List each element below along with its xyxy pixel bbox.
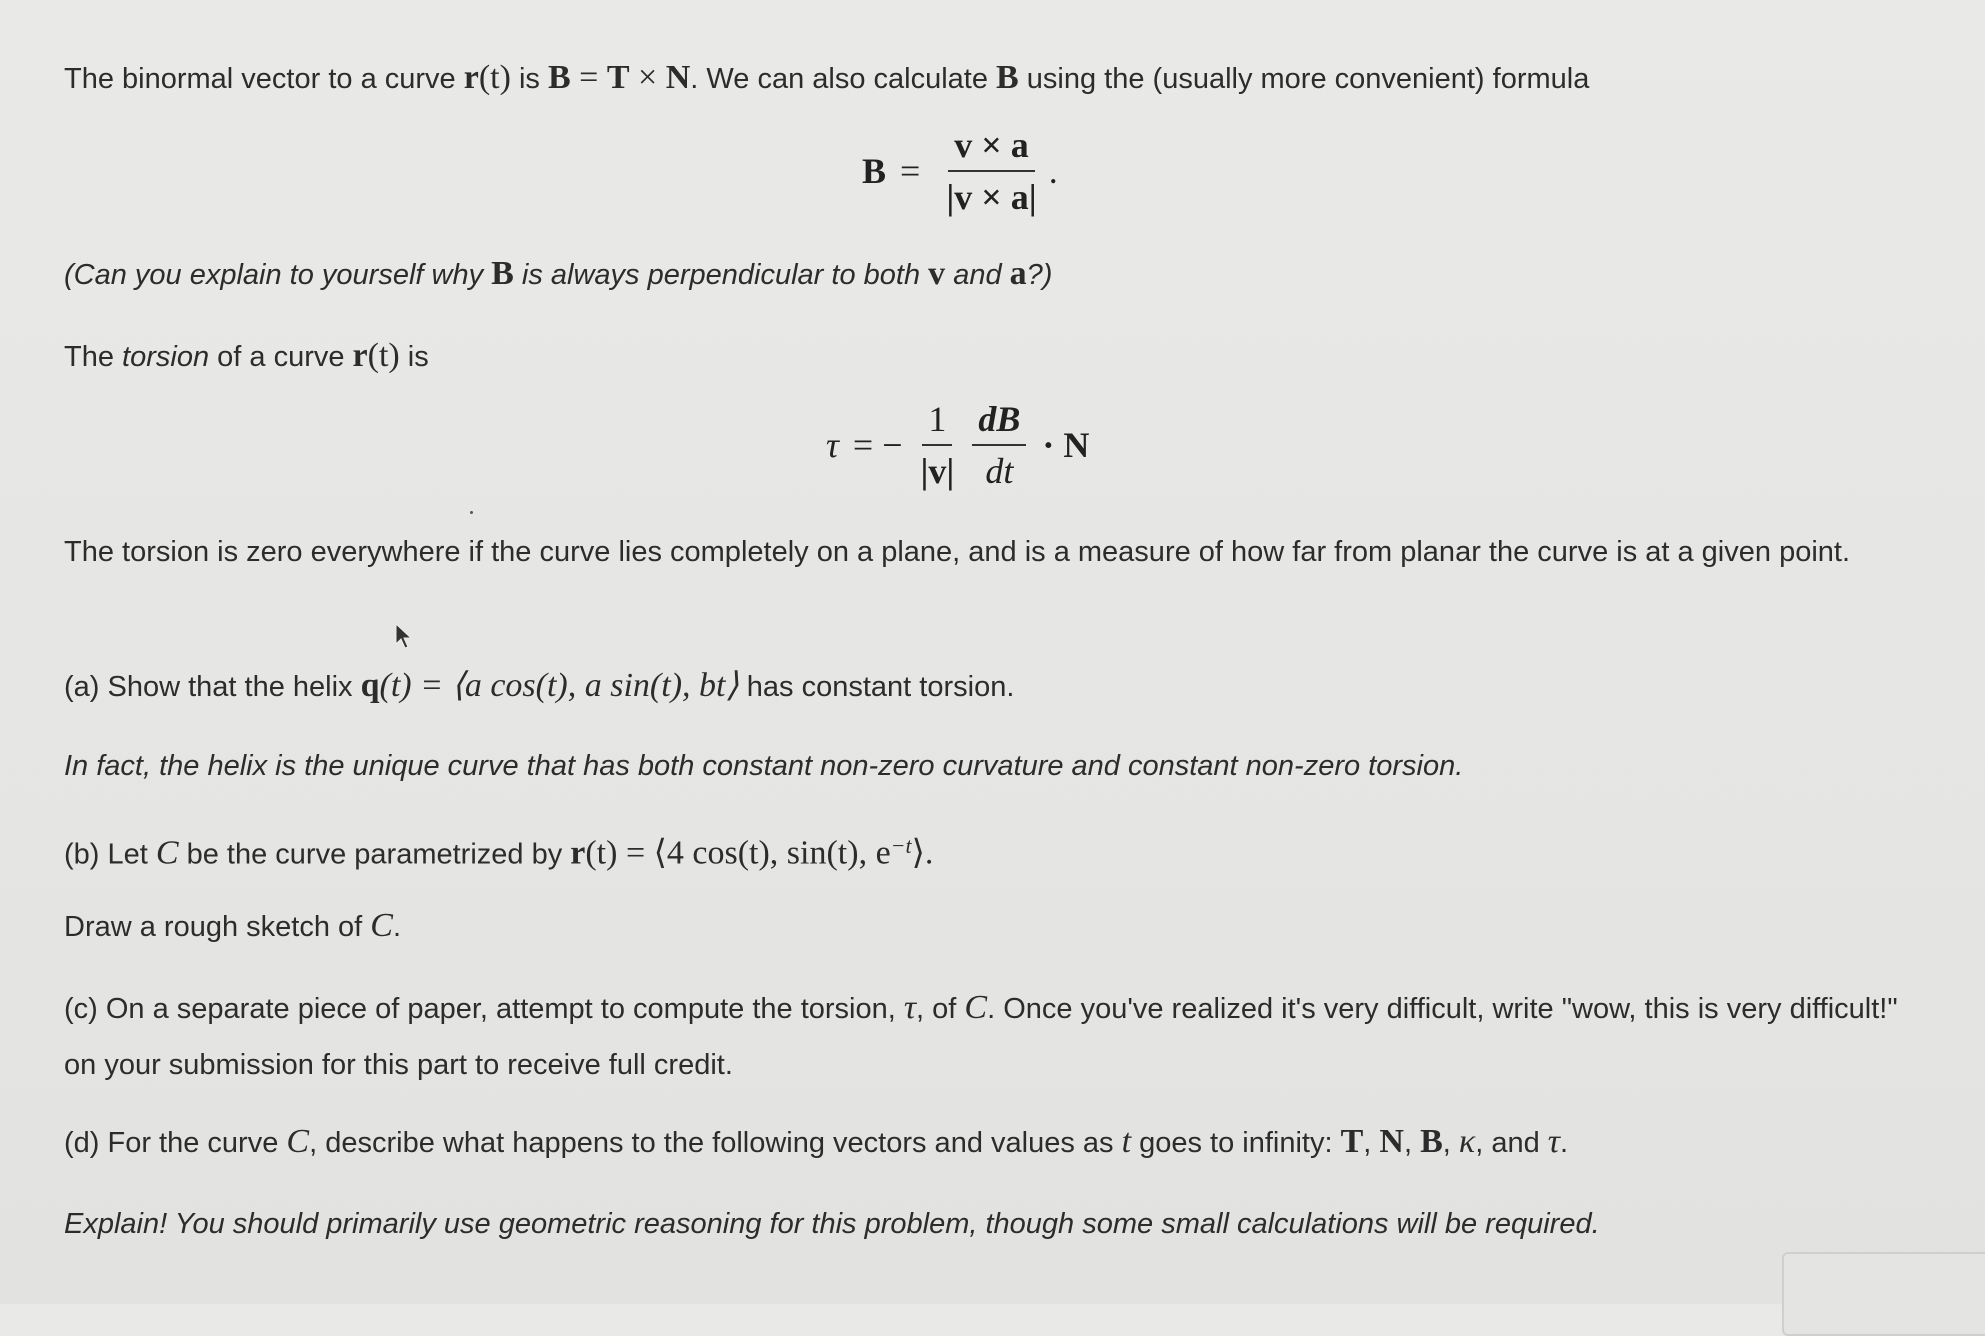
eq1-period: . [1048, 151, 1058, 191]
torsion-formula [826, 398, 1089, 492]
curve-math-end: ⟩. [911, 834, 934, 872]
math-kappa: κ [1458, 1123, 1476, 1160]
mouse-pointer-icon [394, 622, 414, 652]
note-text: is always perpendicular to both [513, 259, 929, 291]
eq2-equals: = − [852, 425, 903, 465]
torsion-text: is [399, 341, 429, 373]
math-T: T [606, 59, 630, 96]
torsion-text: The [64, 341, 123, 373]
binormal-formula [862, 124, 1058, 218]
helix-fact [64, 738, 1895, 794]
intro-text: . We can also calculate [690, 63, 997, 95]
part-d-text: , describe what happens to the following vectors and values as [309, 1127, 1122, 1159]
torsion-note [64, 524, 1915, 580]
note-text: and [945, 259, 1010, 291]
curve-math: (t) = ⟨4 cos(t), sin(t), e [585, 834, 891, 872]
torsion-note-text: The torsion is zero everywhere if the curve lies completely on a plane, and is a measure of how far from planar the curve is at a given point. [64, 536, 1851, 568]
part-b-text: (b) Let [64, 838, 156, 871]
part-d [64, 1114, 1895, 1171]
eq2-fraction-2 [972, 398, 1026, 492]
helix-fact-text: In fact, the helix is the unique curve that has both constant non-zero curvature and constant non-zero torsion. [64, 750, 1464, 782]
sketch-text: . [392, 911, 402, 943]
part-a-text: (a) Show that the helix [64, 671, 361, 703]
perpendicular-note [64, 246, 1895, 303]
comma: , [1442, 1127, 1459, 1159]
eq2-tau: τ [826, 425, 839, 465]
sketch-text: Draw a rough sketch of [64, 911, 371, 943]
eq2-dot-N: · N [1042, 425, 1090, 465]
eq1-denominator: |v × a| [946, 177, 1037, 217]
explain-text: Explain! You should primarily use geometric reasoning for this problem, though some small calculations will be required. [64, 1208, 1600, 1240]
eq1-numerator: v × a [948, 124, 1035, 172]
intro-text: is [510, 63, 548, 95]
part-a-text: has constant torsion. [738, 671, 1015, 703]
math-B: B [1420, 1123, 1443, 1160]
math-v: v [928, 255, 946, 292]
part-c [64, 980, 1905, 1093]
math-r: r [570, 834, 586, 872]
part-a [64, 658, 1895, 715]
math-q: q [360, 667, 380, 704]
math-times: × [629, 59, 666, 96]
eq1-fraction [940, 124, 1042, 218]
eq2-fraction-1 [915, 398, 961, 492]
torsion-text: of a curve [209, 341, 353, 373]
eq1-lhs: B [862, 151, 887, 191]
math-exponent: −t [890, 833, 912, 858]
comma: , [1403, 1127, 1421, 1159]
eq2-frac2-den: dt [985, 451, 1014, 491]
math-C: C [155, 834, 179, 872]
part-d-text: , and [1475, 1127, 1548, 1159]
intro-text: using the (usually more convenient) formula [1018, 63, 1590, 95]
math-r: r [352, 337, 368, 374]
intro-paragraph [64, 50, 1895, 107]
explain-note [64, 1196, 1895, 1252]
math-equals: = [570, 59, 607, 96]
intro-text: The binormal vector to a curve [64, 63, 464, 95]
math-r: r [463, 59, 479, 96]
math-t: t [1121, 1123, 1132, 1160]
sketch-instruction [64, 898, 1895, 955]
part-d-text: (d) For the curve [64, 1127, 287, 1159]
math-t: (t) [478, 59, 511, 96]
math-B: B [491, 255, 514, 292]
torsion-intro [64, 328, 1895, 385]
comma: , [1363, 1127, 1380, 1159]
part-c-text: , of [916, 993, 965, 1025]
eq2-frac1-num: 1 [922, 398, 952, 446]
part-d-end: . [1559, 1127, 1569, 1159]
note-text: ?) [1026, 259, 1053, 291]
math-N: N [665, 59, 691, 96]
math-tau: τ [903, 989, 917, 1026]
part-b [64, 818, 1895, 883]
math-B: B [547, 59, 571, 96]
math-C: C [964, 989, 988, 1026]
math-t: (t) [367, 337, 400, 374]
torsion-word: torsion [122, 341, 210, 373]
math-C: C [286, 1123, 310, 1160]
eq2-frac2-num: dB [972, 398, 1026, 446]
math-B: B [996, 59, 1019, 96]
math-T: T [1340, 1123, 1364, 1160]
part-c-text: . Once you've realized it's very difficult, write "wow, this is very difficult!" on your submission for this part to receive full credit. [64, 993, 1898, 1081]
math-a: a [1009, 255, 1027, 292]
math-N: N [1379, 1123, 1404, 1160]
note-text: (Can you explain to yourself why [64, 259, 492, 291]
helix-math: (t) = ⟨a cos(t), a sin(t), bt⟩ [379, 667, 739, 704]
math-tau: τ [1547, 1123, 1560, 1160]
part-c-text: (c) On a separate piece of paper, attempt to compute the torsion, [64, 993, 904, 1025]
answer-box[interactable] [1782, 1252, 1985, 1336]
part-d-text: goes to infinity: [1131, 1127, 1341, 1159]
math-C: C [370, 907, 393, 944]
stray-dot [470, 511, 473, 514]
eq2-frac1-den: |v| [920, 451, 955, 491]
eq1-equals: = [900, 151, 921, 191]
part-b-text: be the curve parametrized by [178, 838, 571, 871]
